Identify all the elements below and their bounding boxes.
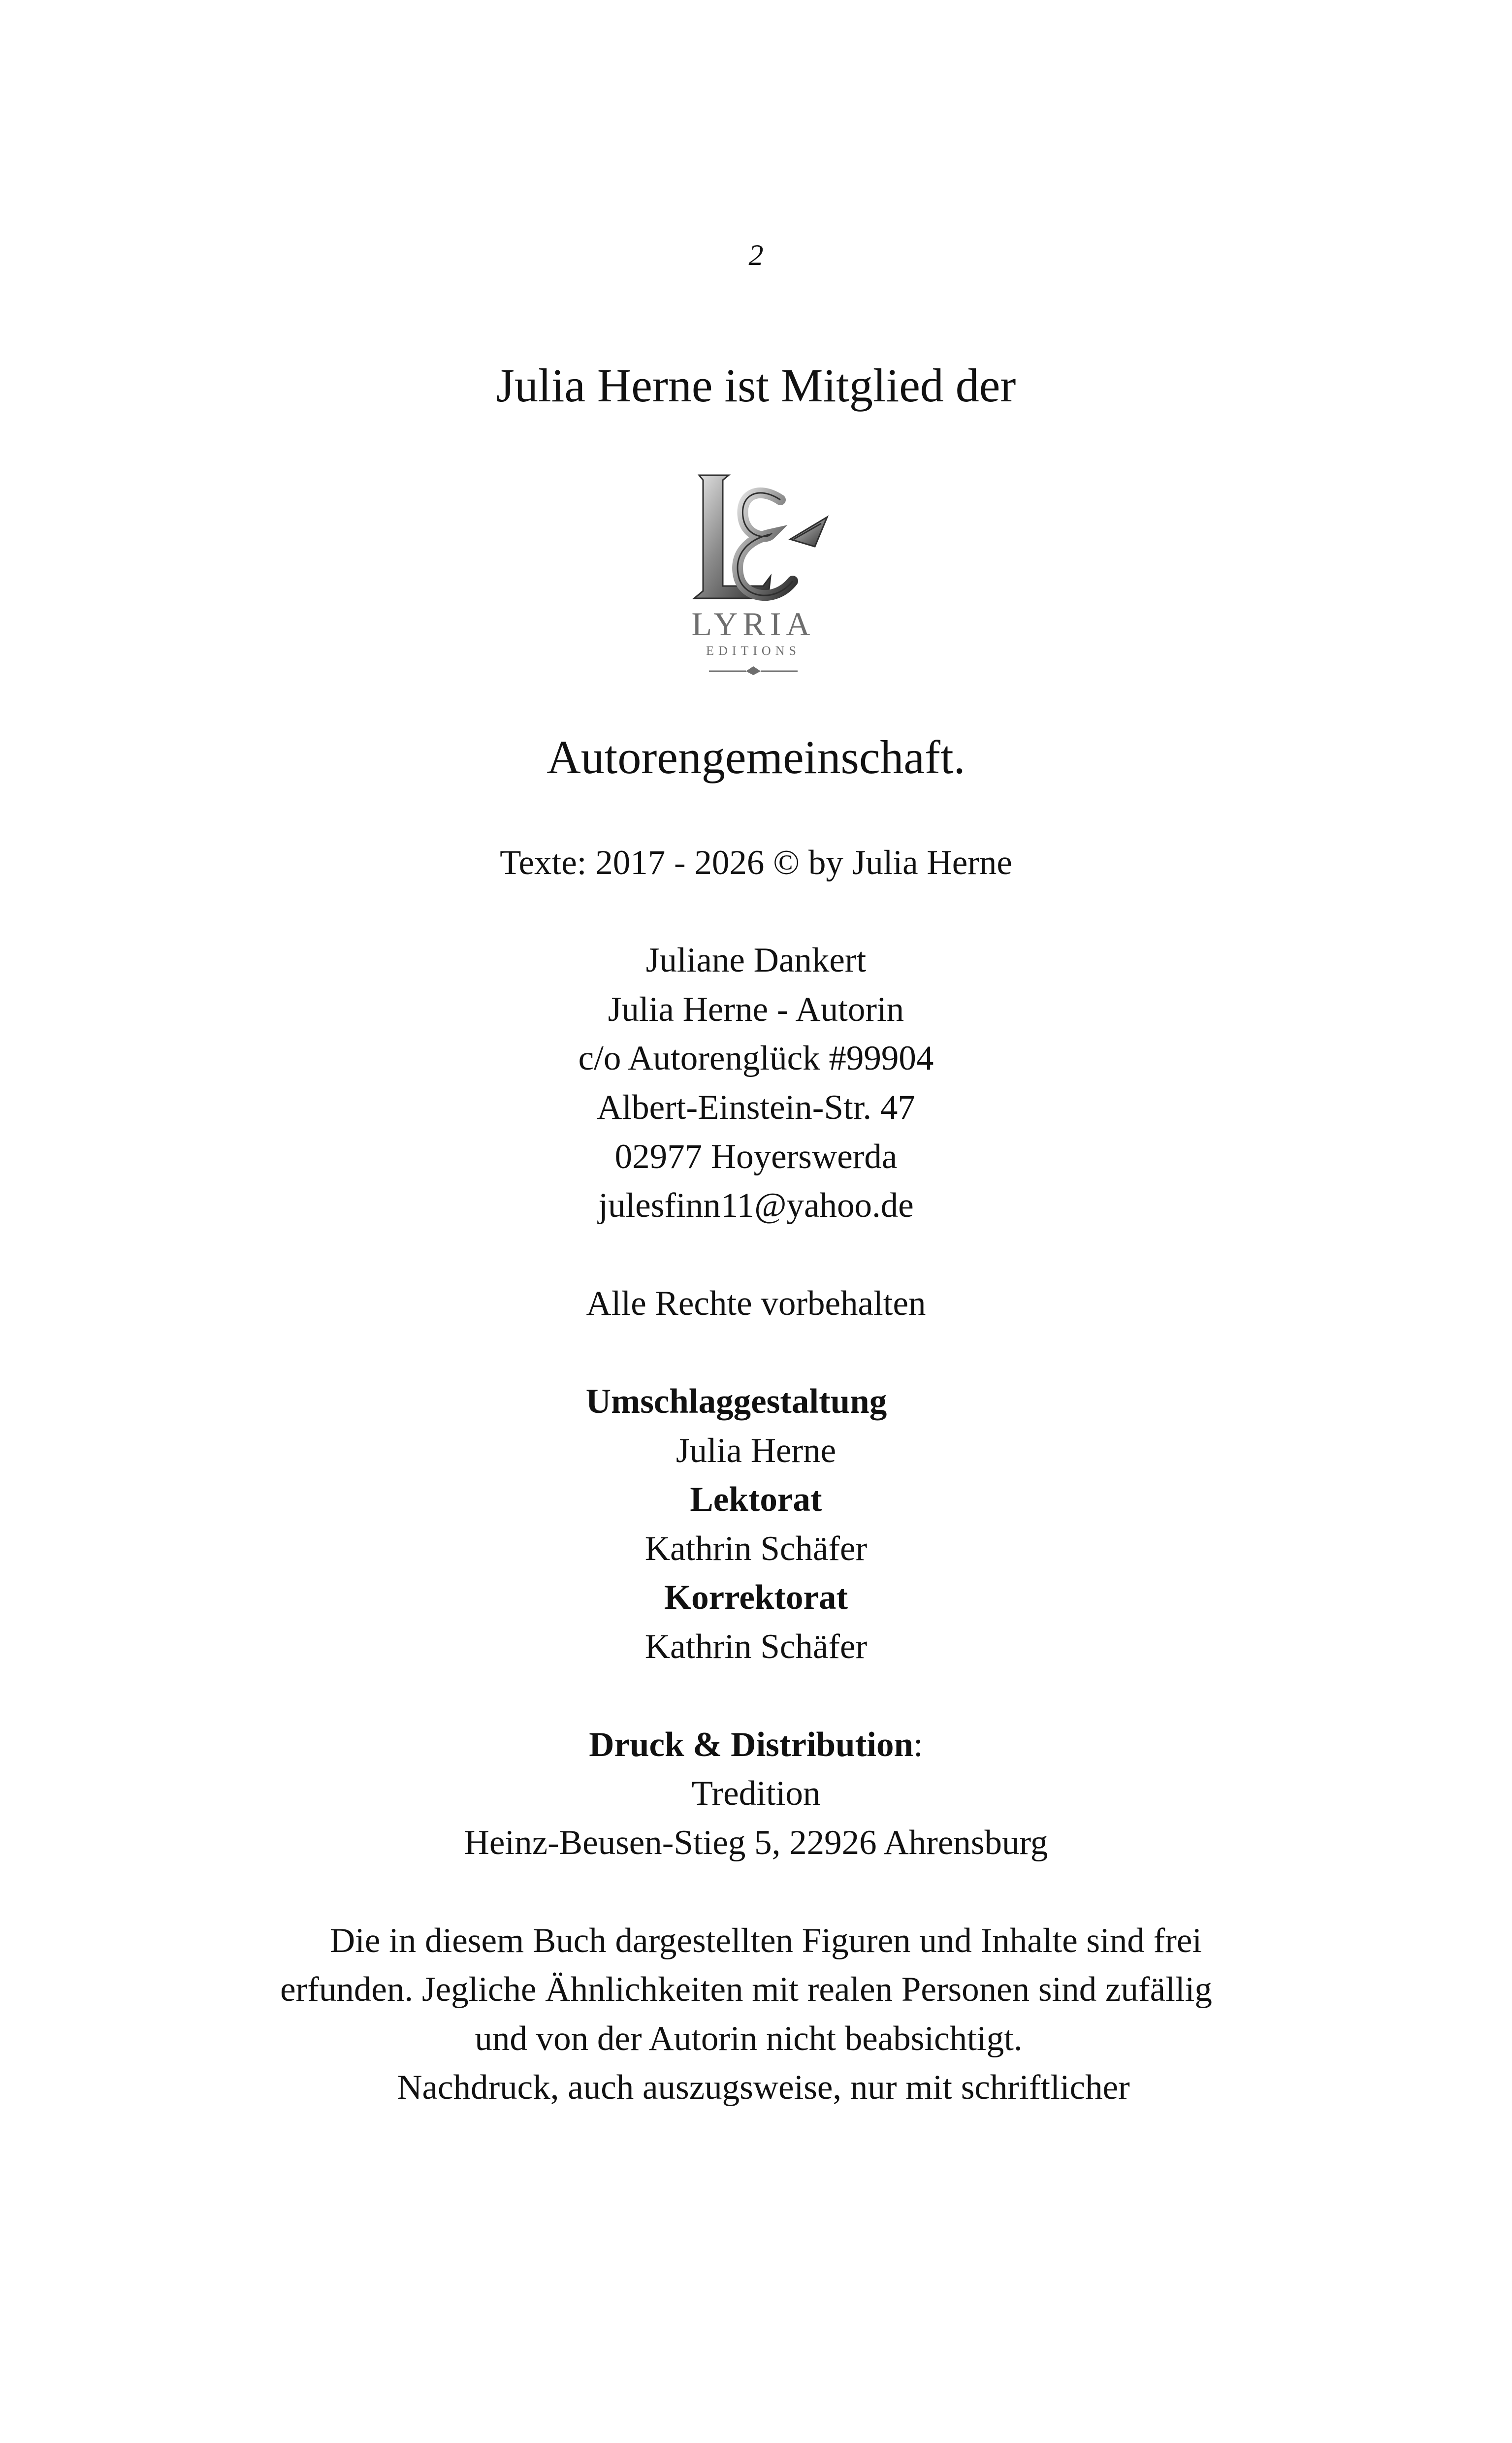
address-line: c/o Autorenglück #99904 (578, 1039, 934, 1077)
address-line: Juliane Dankert (645, 941, 867, 979)
disclaimer-line: Nachdruck, auch auszugsweise, nur mit schriftlicher (397, 2068, 1130, 2107)
disclaimer-line: und von der Autorin nicht beabsichtigt. (475, 2020, 1023, 2058)
cover-design-name: Julia Herne (676, 1432, 836, 1470)
address-line: Albert-Einstein-Str. 47 (597, 1088, 915, 1127)
lyria-editions-logo (665, 465, 842, 682)
proofreading-name: Kathrin Schäfer (644, 1628, 868, 1666)
page-number: 2 (748, 239, 764, 271)
logo-subtitle: EDITIONS (706, 644, 801, 658)
disclaimer-line: erfunden. Jegliche Ähnlichkeiten mit realen Personen sind zufällig (280, 1970, 1212, 2009)
membership-outro: Autorengemeinschaft. (547, 731, 965, 783)
print-heading: Druck & Distribution (589, 1726, 914, 1764)
email-address: julesfinn11@yahoo.de (598, 1186, 914, 1225)
copyright-line: Texte: 2017 - 2026 © by Julia Herne (500, 844, 1012, 882)
print-address: Heinz-Beusen-Stieg 5, 22926 Ahrensburg (464, 1824, 1048, 1862)
proofreading-heading: Korrektorat (664, 1578, 848, 1617)
membership-intro: Julia Herne ist Mitglied der (496, 359, 1016, 412)
editing-name: Kathrin Schäfer (644, 1530, 868, 1568)
cover-design-heading: Umschlaggestaltung (585, 1382, 887, 1421)
book-ornament-icon (709, 666, 798, 675)
rights-notice: Alle Rechte vorbehalten (586, 1284, 926, 1323)
print-company: Tredition (691, 1774, 821, 1813)
monogram-mark (694, 475, 827, 598)
logo-name: LYRIA (691, 605, 815, 643)
disclaimer-line: Die in diesem Buch dargestellten Figuren und Inhalte sind frei (329, 1922, 1202, 1960)
address-line: Julia Herne - Autorin (608, 990, 904, 1029)
address-line: 02977 Hoyerswerda (614, 1138, 898, 1176)
print-heading-line (0, 1727, 1512, 1762)
editing-heading: Lektorat (690, 1480, 822, 1519)
print-heading-colon: : (913, 1726, 923, 1764)
